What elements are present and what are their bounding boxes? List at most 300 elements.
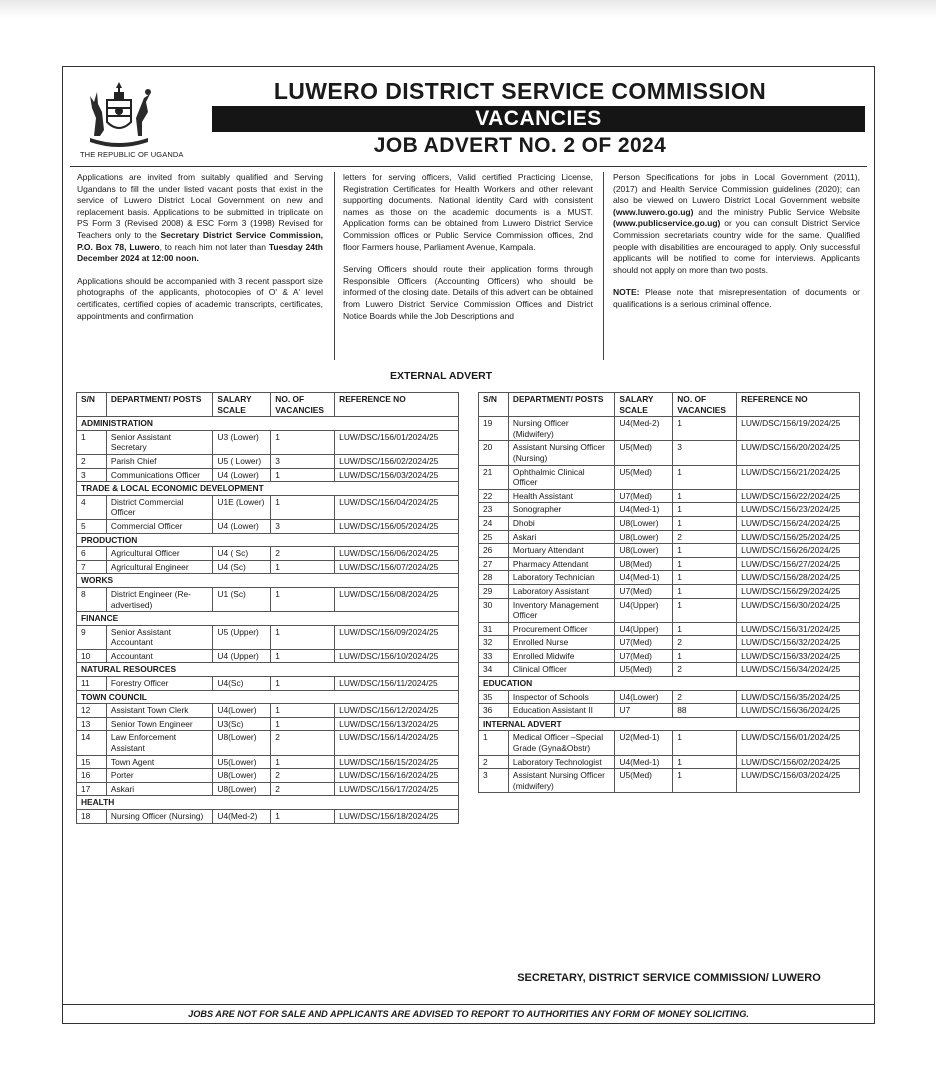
section-title: EDUCATION [479, 677, 860, 691]
table-row [77, 731, 459, 755]
cell-post: Town Agent [106, 755, 213, 769]
cell-salary-scale: U4 (Lower) [213, 468, 271, 482]
header-divider [70, 166, 867, 167]
intro-text: Person Specifications for jobs in Local Government (2011), (2017) and Health Service Commission guidelines (2020); can also be viewed on Luwero District Local Government website [613, 172, 860, 206]
header-vacancies: NO. OF VACANCIES [271, 393, 335, 417]
cell-salary-scale: U8(Lower) [615, 530, 673, 544]
section-row [479, 677, 860, 691]
cell-sn: 29 [479, 584, 509, 598]
table-row [479, 690, 860, 704]
cell-reference: LUW/DSC/156/10/2024/25 [335, 649, 459, 663]
republic-label: THE REPUBLIC OF UGANDA [80, 150, 184, 159]
table-header-row [479, 393, 860, 417]
cell-sn: 17 [77, 782, 107, 796]
cell-post: District Engineer (Re-advertised) [106, 587, 213, 611]
cell-reference: LUW/DSC/156/29/2024/25 [737, 584, 860, 598]
intro-column-3 [613, 172, 860, 322]
cell-salary-scale: U8(Lower) [615, 516, 673, 530]
section-row [77, 612, 459, 626]
cell-vacancies: 1 [271, 677, 335, 691]
section-row [77, 533, 459, 547]
cell-salary-scale: U4(Med-1) [615, 755, 673, 769]
table-row [479, 704, 860, 718]
cell-reference: LUW/DSC/156/23/2024/25 [737, 503, 860, 517]
cell-reference: LUW/DSC/156/30/2024/25 [737, 598, 860, 622]
cell-sn: 1 [479, 731, 509, 755]
cell-sn: 11 [77, 677, 107, 691]
cell-sn: 25 [479, 530, 509, 544]
section-title: NATURAL RESOURCES [77, 663, 459, 677]
advert-number: JOB ADVERT NO. 2 OF 2024 [373, 134, 667, 157]
cell-reference: LUW/DSC/156/17/2024/25 [335, 782, 459, 796]
table-row [479, 441, 860, 465]
cell-post: Assistant Nursing Officer (midwifery) [508, 769, 614, 793]
vacancies-banner: VACANCIES [212, 106, 865, 132]
cell-post: Commercial Officer [106, 519, 213, 533]
cell-post: Askari [106, 782, 213, 796]
cell-vacancies: 1 [271, 495, 335, 519]
cell-sn: 27 [479, 557, 509, 571]
cell-reference: LUW/DSC/156/20/2024/25 [737, 441, 860, 465]
cell-salary-scale: U7(Med) [615, 584, 673, 598]
header-department: DEPARTMENT/ POSTS [508, 393, 614, 417]
cell-vacancies: 3 [271, 519, 335, 533]
cell-sn: 24 [479, 516, 509, 530]
cell-reference: LUW/DSC/156/01/2024/25 [737, 731, 860, 755]
cell-post: Education Assistant II [508, 704, 614, 718]
cell-post: Laboratory Assistant [508, 584, 614, 598]
cell-reference: LUW/DSC/156/13/2024/25 [335, 717, 459, 731]
cell-post: Inspector of Schools [508, 690, 614, 704]
cell-reference: LUW/DSC/156/04/2024/25 [335, 495, 459, 519]
cell-sn: 2 [479, 755, 509, 769]
cell-salary-scale: U4(Med-2) [615, 417, 673, 441]
cell-reference: LUW/DSC/156/31/2024/25 [737, 622, 860, 636]
cell-salary-scale: U3 (Lower) [213, 430, 271, 454]
cell-salary-scale: U5(Med) [615, 769, 673, 793]
cell-vacancies: 1 [271, 810, 335, 824]
cell-sn: 21 [479, 465, 509, 489]
column-divider [603, 172, 604, 360]
cell-vacancies: 1 [673, 622, 737, 636]
cell-salary-scale: U8(Med) [615, 557, 673, 571]
section-title: PRODUCTION [77, 533, 459, 547]
table-row [479, 755, 860, 769]
cell-sn: 1 [77, 430, 107, 454]
table-row [479, 503, 860, 517]
cell-sn: 20 [479, 441, 509, 465]
table-row [479, 584, 860, 598]
cell-sn: 3 [77, 468, 107, 482]
cell-salary-scale: U2(Med-1) [615, 731, 673, 755]
cell-salary-scale: U4(Med-2) [213, 810, 271, 824]
table-row [479, 544, 860, 558]
cell-post: Senior Assistant Secretary [106, 430, 213, 454]
cell-vacancies: 1 [271, 560, 335, 574]
external-advert-heading: EXTERNAL ADVERT [390, 370, 493, 382]
cell-sn: 10 [77, 649, 107, 663]
cell-reference: LUW/DSC/156/36/2024/25 [737, 704, 860, 718]
cell-salary-scale: U5(Med) [615, 465, 673, 489]
cell-reference: LUW/DSC/156/16/2024/25 [335, 769, 459, 783]
cell-vacancies: 1 [271, 430, 335, 454]
cell-sn: 30 [479, 598, 509, 622]
cell-post: Askari [508, 530, 614, 544]
cell-vacancies: 2 [271, 547, 335, 561]
table-row [77, 810, 459, 824]
cell-salary-scale: U7(Med) [615, 649, 673, 663]
table-row [77, 454, 459, 468]
section-title: FINANCE [77, 612, 459, 626]
section-row [479, 717, 860, 731]
cell-salary-scale: U8(Lower) [213, 769, 271, 783]
cell-post: Assistant Town Clerk [106, 704, 213, 718]
table-row [77, 519, 459, 533]
cell-post: Dhobi [508, 516, 614, 530]
cell-vacancies: 1 [673, 571, 737, 585]
cell-reference: LUW/DSC/156/12/2024/25 [335, 704, 459, 718]
cell-reference: LUW/DSC/156/03/2024/25 [737, 769, 860, 793]
cell-salary-scale: U4(Med-1) [615, 503, 673, 517]
section-title: HEALTH [77, 796, 459, 810]
table-row [479, 663, 860, 677]
cell-sn: 5 [77, 519, 107, 533]
cell-post: Medical Officer –Special Grade (Gyna&Obstr) [508, 731, 614, 755]
note-label: NOTE: [613, 287, 640, 298]
cell-post: Clinical Officer [508, 663, 614, 677]
deadline-text: Tuesday 24th December 2024 at 12:00 noon. [77, 241, 323, 264]
cell-vacancies: 3 [673, 441, 737, 465]
table-row [479, 571, 860, 585]
header-sn: S/N [479, 393, 509, 417]
cell-post: Laboratory Technologist [508, 755, 614, 769]
cell-vacancies: 2 [271, 782, 335, 796]
cell-vacancies: 1 [271, 704, 335, 718]
cell-reference: LUW/DSC/156/11/2024/25 [335, 677, 459, 691]
cell-sn: 19 [479, 417, 509, 441]
cell-sn: 33 [479, 649, 509, 663]
cell-vacancies: 3 [271, 454, 335, 468]
cell-salary-scale: U4 (Lower) [213, 519, 271, 533]
cell-vacancies: 1 [673, 649, 737, 663]
cell-post: Senior Town Engineer [106, 717, 213, 731]
cell-vacancies: 1 [271, 755, 335, 769]
cell-salary-scale: U4(Lower) [615, 690, 673, 704]
table-row [479, 516, 860, 530]
cell-post: Agricultural Officer [106, 547, 213, 561]
cell-sn: 6 [77, 547, 107, 561]
table-row [479, 417, 860, 441]
footer-warning: JOBS ARE NOT FOR SALE AND APPLICANTS ARE ADVISED TO REPORT TO AUTHORITIES ANY FORM OF MONEY SOLICITING. [188, 1009, 749, 1019]
cell-post: Enrolled Midwife [508, 649, 614, 663]
table-row [479, 622, 860, 636]
table-row [77, 717, 459, 731]
section-row [77, 417, 459, 431]
cell-reference: LUW/DSC/156/07/2024/25 [335, 560, 459, 574]
cell-reference: LUW/DSC/156/28/2024/25 [737, 571, 860, 585]
table-row [77, 769, 459, 783]
cell-sn: 36 [479, 704, 509, 718]
cell-post: Inventory Management Officer [508, 598, 614, 622]
cell-vacancies: 1 [673, 417, 737, 441]
cell-reference: LUW/DSC/156/34/2024/25 [737, 663, 860, 677]
table-row [479, 649, 860, 663]
intro-paragraph [77, 172, 323, 265]
cell-sn: 8 [77, 587, 107, 611]
cell-sn: 28 [479, 571, 509, 585]
column-divider [334, 172, 335, 360]
cell-salary-scale: U8(Lower) [213, 782, 271, 796]
cell-reference: LUW/DSC/156/09/2024/25 [335, 625, 459, 649]
cell-sn: 35 [479, 690, 509, 704]
cell-vacancies: 2 [673, 663, 737, 677]
cell-reference: LUW/DSC/156/35/2024/25 [737, 690, 860, 704]
cell-sn: 22 [479, 489, 509, 503]
intro-paragraph: Applications should be accompanied with 3 recent passport size photographs of the applicants, photocopies of O' & A' level certificates, certified copies of academic transcripts, certificates, appointments and confirmation [77, 275, 323, 321]
cell-reference: LUW/DSC/156/01/2024/25 [335, 430, 459, 454]
table-row [77, 755, 459, 769]
section-row [77, 690, 459, 704]
cell-reference: LUW/DSC/156/22/2024/25 [737, 489, 860, 503]
intro-text: Applications are invited from suitably qualified and Serving Ugandans to fill the under listed vacant posts that exist in the service of Luwero District Local Government on new and replacement basis. Applications to be submitted in triplicate on PS Form 3 (Revised 2008) & ESC Form 3 (1998) Revised for Teachers only to the [77, 172, 323, 240]
table-row [77, 782, 459, 796]
cell-post: Assistant Nursing Officer (Nursing) [508, 441, 614, 465]
cell-vacancies: 1 [673, 598, 737, 622]
cell-reference: LUW/DSC/156/05/2024/25 [335, 519, 459, 533]
cell-salary-scale: U4(Upper) [615, 598, 673, 622]
cell-post: Mortuary Attendant [508, 544, 614, 558]
cell-sn: 4 [77, 495, 107, 519]
cell-post: Law Enforcement Assistant [106, 731, 213, 755]
cell-salary-scale: U4 ( Sc) [213, 547, 271, 561]
cell-sn: 32 [479, 636, 509, 650]
section-title: INTERNAL ADVERT [479, 717, 860, 731]
secretary-signature-line: SECRETARY, DISTRICT SERVICE COMMISSION/ LUWERO [517, 972, 821, 984]
cell-vacancies: 88 [673, 704, 737, 718]
cell-sn: 26 [479, 544, 509, 558]
intro-text: , to reach him not later than [159, 241, 269, 252]
cell-reference: LUW/DSC/156/27/2024/25 [737, 557, 860, 571]
section-row [77, 663, 459, 677]
intro-paragraph: Serving Officers should route their application forms through Responsible Officers (Accounting Officers) who should be informed of the closing date. Details of this advert can be obtained from Luwero District Service Commission Offices and District Notice Boards while the Job Descriptions and [343, 264, 593, 321]
address-text: Secretary District Service Commission, P.O. Box 78, Luwero [77, 229, 324, 252]
note-text: Please note that misrepresentation of documents or qualifications is a serious criminal offence. [613, 287, 860, 309]
cell-vacancies: 1 [673, 557, 737, 571]
cell-salary-scale: U7(Med) [615, 636, 673, 650]
cell-salary-scale: U1 (Sc) [213, 587, 271, 611]
cell-reference: LUW/DSC/156/25/2024/25 [737, 530, 860, 544]
cell-salary-scale: U5 (Upper) [213, 625, 271, 649]
cell-vacancies: 2 [673, 690, 737, 704]
cell-salary-scale: U4(Upper) [615, 622, 673, 636]
section-title: TRADE & LOCAL ECONOMIC DEVELOPMENT [77, 482, 459, 496]
cell-post: Ophthalmic Clinical Officer [508, 465, 614, 489]
cell-sn: 31 [479, 622, 509, 636]
section-title: ADMINISTRATION [77, 417, 459, 431]
cell-sn: 9 [77, 625, 107, 649]
footer-divider [62, 1004, 875, 1005]
section-row [77, 574, 459, 588]
intro-paragraph: letters for serving officers, Valid certified Practicing License, Registration Certificates for Health Workers and other relevant supporting documents. National identity Card with consistent names as those on the academic documents is a MUST. Application forms can be obtained from Luwero District Service Commission offices or Public Service Commission offices, 2nd floor Farmers house, Parliament Avenue, Kampala. [343, 172, 593, 252]
cell-vacancies: 2 [271, 769, 335, 783]
website-link: (www.luwero.go.ug) [613, 206, 694, 217]
cell-post: Agricultural Engineer [106, 560, 213, 574]
cell-vacancies: 2 [673, 530, 737, 544]
intro-column-2 [343, 172, 593, 333]
cell-post: Enrolled Nurse [508, 636, 614, 650]
cell-vacancies: 1 [673, 769, 737, 793]
cell-vacancies: 1 [673, 755, 737, 769]
header-salary-scale: SALARY SCALE [213, 393, 271, 417]
cell-salary-scale: U5 ( Lower) [213, 454, 271, 468]
cell-post: Forestry Officer [106, 677, 213, 691]
cell-salary-scale: U4(Lower) [213, 704, 271, 718]
table-row [479, 465, 860, 489]
cell-sn: 34 [479, 663, 509, 677]
cell-reference: LUW/DSC/156/21/2024/25 [737, 465, 860, 489]
cell-reference: LUW/DSC/156/15/2024/25 [335, 755, 459, 769]
cell-vacancies: 1 [673, 516, 737, 530]
cell-salary-scale: U4(Sc) [213, 677, 271, 691]
intro-column-1 [77, 172, 323, 333]
header-reference: REFERENCE NO [737, 393, 860, 417]
header-reference: REFERENCE NO [335, 393, 459, 417]
table-row [77, 704, 459, 718]
intro-paragraph [613, 172, 860, 276]
cell-post: Procurement Officer [508, 622, 614, 636]
page-title: LUWERO DISTRICT SERVICE COMMISSION [273, 78, 767, 104]
cell-reference: LUW/DSC/156/18/2024/25 [335, 810, 459, 824]
cell-vacancies: 2 [271, 731, 335, 755]
cell-reference: LUW/DSC/156/14/2024/25 [335, 731, 459, 755]
table-row [479, 636, 860, 650]
cell-vacancies: 1 [673, 544, 737, 558]
header-sn: S/N [77, 393, 107, 417]
table-row [77, 430, 459, 454]
table-row [77, 495, 459, 519]
cell-vacancies: 1 [673, 731, 737, 755]
section-title: TOWN COUNCIL [77, 690, 459, 704]
cell-sn: 2 [77, 454, 107, 468]
cell-reference: LUW/DSC/156/03/2024/25 [335, 468, 459, 482]
cell-reference: LUW/DSC/156/32/2024/25 [737, 636, 860, 650]
header-department: DEPARTMENT/ POSTS [106, 393, 213, 417]
cell-salary-scale: U8(Lower) [213, 731, 271, 755]
cell-sn: 7 [77, 560, 107, 574]
cell-vacancies: 2 [673, 636, 737, 650]
cell-sn: 12 [77, 704, 107, 718]
cell-sn: 18 [77, 810, 107, 824]
cell-salary-scale: U4 (Sc) [213, 560, 271, 574]
cell-sn: 3 [479, 769, 509, 793]
cell-salary-scale: U4(Med-1) [615, 571, 673, 585]
cell-reference: LUW/DSC/156/33/2024/25 [737, 649, 860, 663]
table-row [479, 489, 860, 503]
cell-salary-scale: U7 [615, 704, 673, 718]
cell-salary-scale: U3(Sc) [213, 717, 271, 731]
table-row [77, 560, 459, 574]
cell-reference: LUW/DSC/156/02/2024/25 [335, 454, 459, 468]
coat-of-arms-icon [80, 78, 158, 150]
cell-sn: 23 [479, 503, 509, 517]
cell-salary-scale: U1E (Lower) [213, 495, 271, 519]
vacancies-table-right [478, 392, 860, 793]
table-row [479, 557, 860, 571]
section-row [77, 796, 459, 810]
cell-salary-scale: U4 (Upper) [213, 649, 271, 663]
cell-reference: LUW/DSC/156/19/2024/25 [737, 417, 860, 441]
cell-post: Senior Assistant Accountant [106, 625, 213, 649]
table-row [77, 547, 459, 561]
cell-post: Health Assistant [508, 489, 614, 503]
note-paragraph [613, 287, 860, 310]
table-row [77, 625, 459, 649]
table-row [77, 649, 459, 663]
intro-text: or you can consult District Service Commission secretariats country wide for the same. Qualified people with disabilities are encouraged to apply. Only successful applicants will be notified to come for interviews. Applicants should not apply on more than two posts. [613, 218, 860, 275]
intro-text: and the ministry Public Service Website [693, 206, 860, 217]
cell-sn: 13 [77, 717, 107, 731]
cell-post: District Commercial Officer [106, 495, 213, 519]
table-row [479, 769, 860, 793]
table-row [77, 587, 459, 611]
cell-vacancies: 1 [271, 717, 335, 731]
cell-reference: LUW/DSC/156/08/2024/25 [335, 587, 459, 611]
cell-post: Nursing Officer (Midwifery) [508, 417, 614, 441]
cell-vacancies: 1 [271, 625, 335, 649]
cell-post: Accountant [106, 649, 213, 663]
cell-reference: LUW/DSC/156/24/2024/25 [737, 516, 860, 530]
cell-vacancies: 1 [673, 503, 737, 517]
header-salary-scale: SALARY SCALE [615, 393, 673, 417]
table-row [479, 530, 860, 544]
table-row [479, 731, 860, 755]
cell-salary-scale: U8(Lower) [615, 544, 673, 558]
cell-post: Communications Officer [106, 468, 213, 482]
cell-reference: LUW/DSC/156/02/2024/25 [737, 755, 860, 769]
section-title: WORKS [77, 574, 459, 588]
cell-vacancies: 1 [271, 468, 335, 482]
table-header-row [77, 393, 459, 417]
cell-salary-scale: U5(Med) [615, 663, 673, 677]
cell-sn: 15 [77, 755, 107, 769]
table-row [479, 598, 860, 622]
cell-post: Sonographer [508, 503, 614, 517]
cell-vacancies: 1 [673, 465, 737, 489]
cell-salary-scale: U5(Med) [615, 441, 673, 465]
website-link: (www.publicservice.go.ug) [613, 218, 721, 229]
table-row [77, 677, 459, 691]
cell-post: Laboratory Technician [508, 571, 614, 585]
table-row [77, 468, 459, 482]
cell-vacancies: 1 [271, 649, 335, 663]
cell-reference: LUW/DSC/156/26/2024/25 [737, 544, 860, 558]
cell-post: Nursing Officer (Nursing) [106, 810, 213, 824]
cell-post: Pharmacy Attendant [508, 557, 614, 571]
cell-vacancies: 1 [673, 584, 737, 598]
vacancies-table-left [76, 392, 459, 824]
cell-post: Parish Chief [106, 454, 213, 468]
cell-reference: LUW/DSC/156/06/2024/25 [335, 547, 459, 561]
cell-salary-scale: U7(Med) [615, 489, 673, 503]
header-vacancies: NO. OF VACANCIES [673, 393, 737, 417]
cell-post: Porter [106, 769, 213, 783]
cell-vacancies: 1 [271, 587, 335, 611]
cell-vacancies: 1 [673, 489, 737, 503]
cell-sn: 16 [77, 769, 107, 783]
cell-sn: 14 [77, 731, 107, 755]
cell-salary-scale: U5(Lower) [213, 755, 271, 769]
section-row [77, 482, 459, 496]
